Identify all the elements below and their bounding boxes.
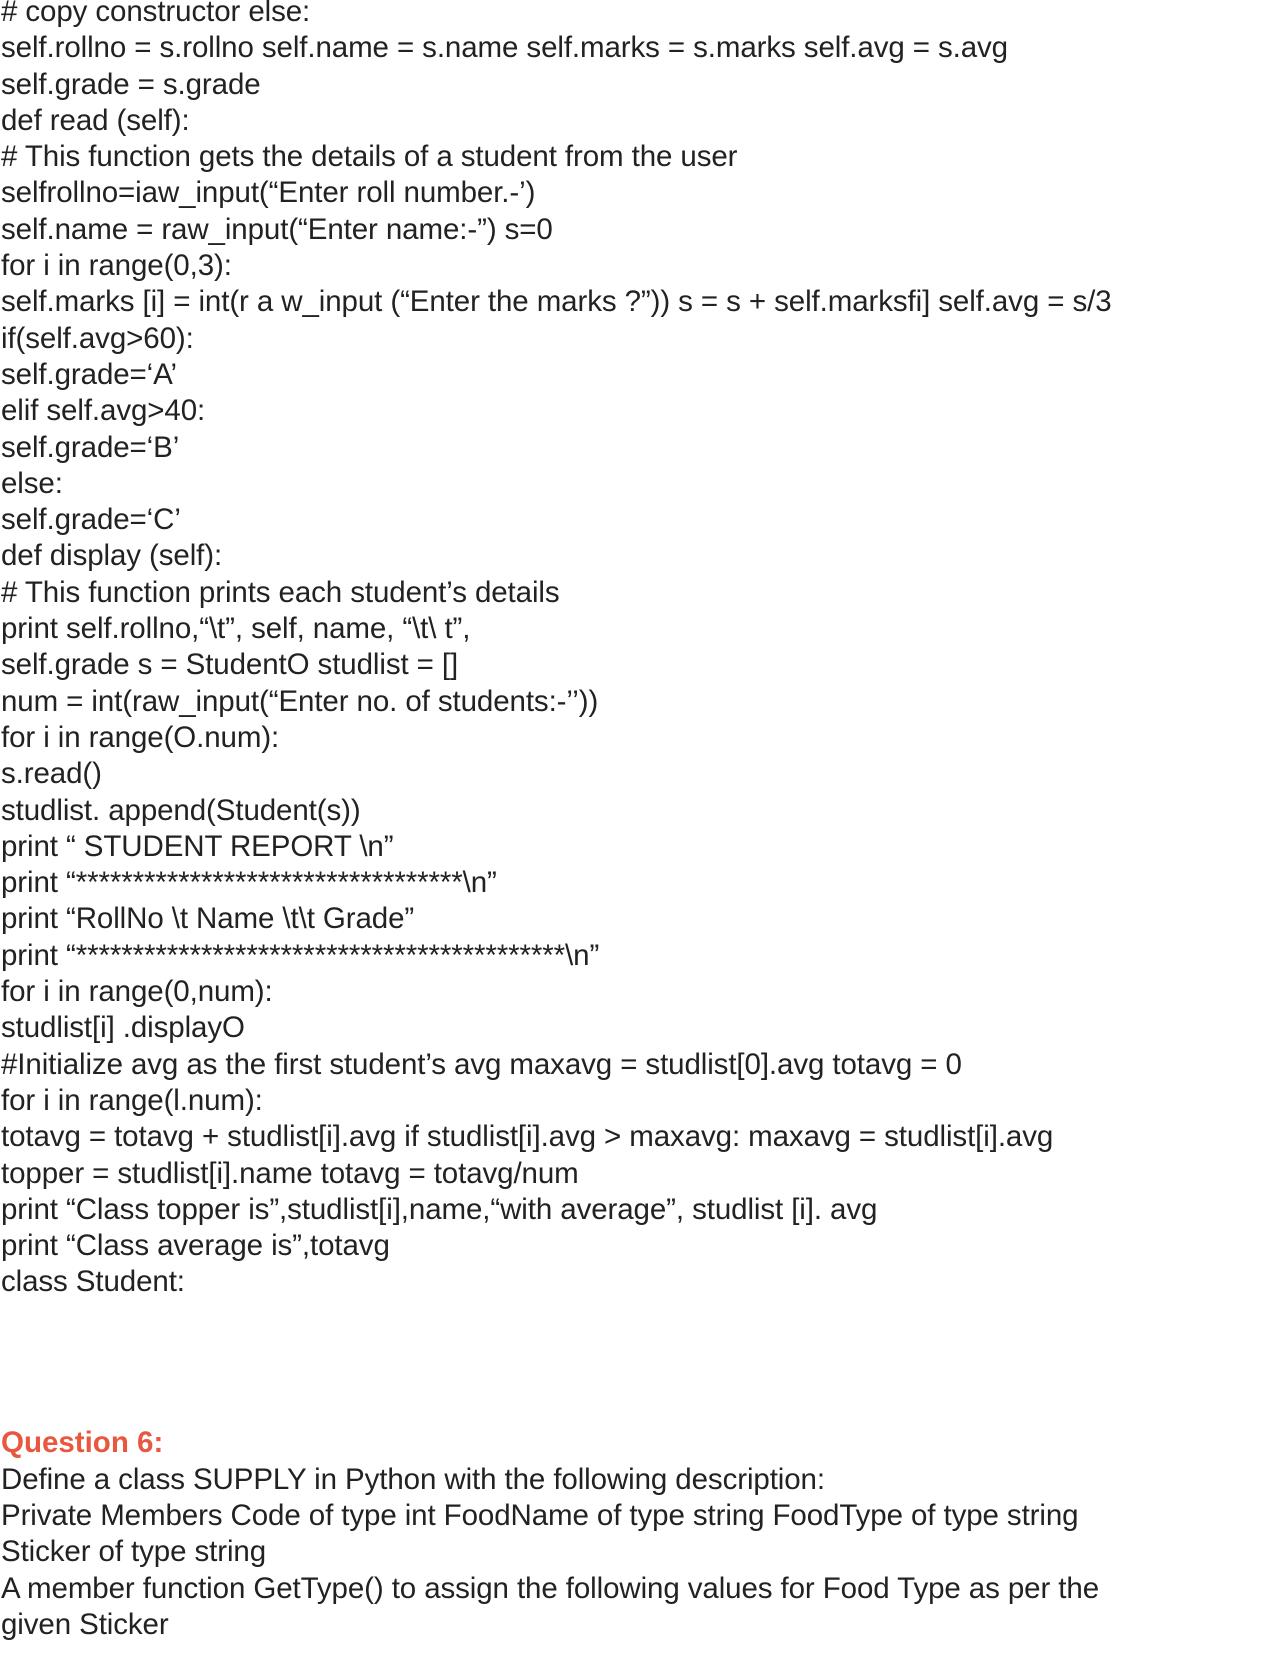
code-line: # This function prints each student’s details: [1, 575, 560, 609]
code-line: self.name = raw_input(“Enter name:-”) s=0: [1, 212, 553, 246]
code-line: self.rollno = s.rollno self.name = s.name self.marks = s.marks self.avg = s.avg: [1, 31, 1008, 65]
code-line: self.grade = s.grade: [1, 67, 261, 101]
code-line: studlist[i] .displayO: [1, 1011, 245, 1045]
code-line: s.read(): [1, 757, 102, 791]
code-line: print “**********************************\n”: [1, 866, 497, 900]
code-line: studlist. append(Student(s)): [1, 793, 361, 827]
question-text-line: Sticker of type string: [1, 1535, 267, 1569]
code-line: def display (self):: [1, 539, 223, 573]
code-line: for i in range(0,num):: [1, 975, 273, 1009]
code-line: for i in range(0,3):: [1, 249, 232, 283]
code-line: # This function gets the details of a student from the user: [1, 140, 738, 174]
code-line: class Student:: [1, 1265, 185, 1299]
code-line: num = int(raw_input(“Enter no. of students:-’’)): [1, 684, 599, 718]
code-line: print “Class average is”,totavg: [1, 1229, 390, 1263]
code-line: self.marks [i] = int(r a w_input (“Enter the marks ?”)) s = s + self.marksfi] self.avg = s/3: [1, 285, 1112, 319]
code-line: # copy constructor else:: [1, 0, 311, 28]
code-line: for i in range(O.num):: [1, 720, 280, 754]
question-section: [1, 1425, 1256, 1643]
code-line: else:: [1, 466, 63, 500]
code-line: elif self.avg>40:: [1, 394, 206, 428]
code-line: def read (self):: [1, 103, 190, 137]
code-line: self.grade s = StudentO studlist = []: [1, 648, 459, 682]
code-line: print “RollNo \t Name \t\t Grade”: [1, 902, 415, 936]
question-heading: Question 6:: [1, 1426, 164, 1459]
code-line: selfrollno=iaw_input(“Enter roll number.-’): [1, 176, 536, 210]
code-line: self.grade=‘C’: [1, 503, 181, 537]
code-line: print “Class topper is”,studlist[i],name,“with average”, studlist [i]. avg: [1, 1192, 878, 1226]
code-line: print “*******************************************\n”: [1, 938, 600, 972]
question-text-line: Private Members Code of type int FoodName of type string FoodType of type string: [1, 1499, 1079, 1533]
question-text-line: Define a class SUPPLY in Python with the following description:: [1, 1463, 825, 1496]
code-line: print self.rollno,“\t”, self, name, “\t\ t”,: [1, 612, 471, 646]
code-line: self.grade=‘B’: [1, 430, 180, 464]
question-text-line: A member function GetType() to assign the following values for Food Type as per the: [1, 1571, 1099, 1605]
code-line: print “ STUDENT REPORT \n”: [1, 829, 394, 863]
code-line: for i in range(l.num):: [1, 1083, 263, 1117]
code-listing: [1, 0, 1261, 1301]
code-line: totavg = totavg + studlist[i].avg if studlist[i].avg > maxavg: maxavg = studlist[i].avg: [1, 1120, 1054, 1154]
question-text-line: given Sticker: [1, 1607, 169, 1641]
code-line: if(self.avg>60):: [1, 321, 194, 355]
code-line: #Initialize avg as the first student’s avg maxavg = studlist[0].avg totavg = 0: [1, 1047, 962, 1081]
code-line: self.grade=‘A’: [1, 357, 177, 391]
code-line: topper = studlist[i].name totavg = totavg/num: [1, 1156, 579, 1190]
